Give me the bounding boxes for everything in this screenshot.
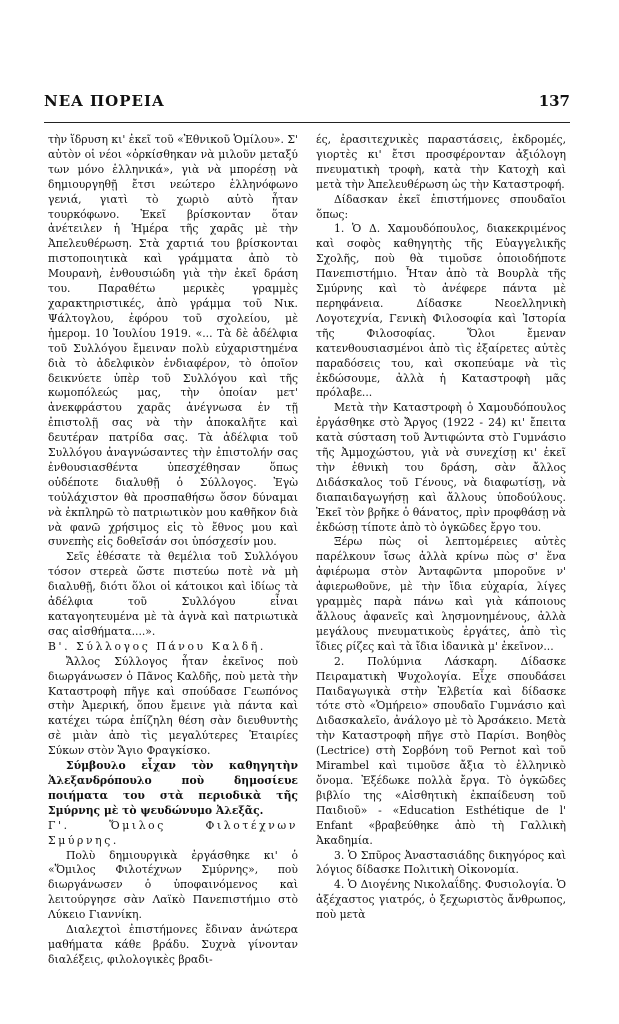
paragraph: Διαλεχτοὶ ἐπιστήμονες ἔδιναν ἀνώτερα μαθήματα κάθε βράδυ. Συχνὰ γίνονταν διαλέξεις, φιλολογικὲς βραδι-	[48, 923, 298, 966]
section-heading: Γ'. Ὅμιλος Φιλοτέχνων Σμύρνης.	[48, 818, 298, 847]
page-number: 137	[538, 92, 570, 110]
paragraph: Μετὰ τὴν Καταστροφὴ ὁ Χαμουδόπουλος ἐργάσθηκε στὸ Ἄργος (1922 - 24) κι' ἔπειτα κατὰ σύσταση τοῦ Ἀντιφώντα στὸ Γυμνάσιο τῆς Ἀμμοχώστου, γιὰ νὰ συνεχίσῃ κι' ἐκεῖ τὴν ἐθνικὴ του δράση, σὰν ἄλλος Διδάσκαλος τοῦ Γένους, νὰ διαφωτίσῃ, νὰ διαπαιδαγωγήσῃ καὶ ἄλλους ὑποδούλους. Ἐκεῖ τὸν βρῆκε ὁ θάνατος, πρὶν προφθάσῃ νὰ ἐκδώσῃ τίποτε ἀπὸ τὸ ὀγκῶδες ἔργο του.	[316, 401, 566, 534]
right-column	[316, 133, 566, 923]
paragraph: Ἄλλος Σύλλογος ἦταν ἐκεῖνος ποὺ διωργάνωσεν ὁ Πᾶνος Καλδῆς, ποὺ μετὰ τὴν Καταστροφὴ πῆγε καὶ σπούδασε Γεωπόνος στὴν Ἀμερική, ὅπου ἔμεινε γιὰ πάντα καὶ κατέχει τώρα ἐπίζηλη θέση σὰν διευθυντὴς σὲ μιὰν ἀπὸ τὶς μεγαλύτερες Ἑταιρίες Σύκων στὸν Ἅγιο Φραγκίσκο.	[48, 654, 298, 758]
paragraph: Σεῖς ἐθέσατε τὰ θεμέλια τοῦ Συλλόγου τόσον στερεὰ ὥστε πιστεύω ποτὲ νὰ μὴ διαλυθῇ, διότι ὅλοι οἱ κάτοικοι καὶ ἰδίως τὰ ἀδέλφια τοῦ Συλλόγου εἶναι καταγοητευμένα μὲ τὰ ἁγνὰ καὶ πατριωτικὰ σας αἰσθήματα....».	[48, 550, 298, 638]
section-heading: Β'. Σύλλογος Πάνου Καλδῆ.	[48, 639, 266, 653]
left-column	[48, 133, 298, 968]
paragraph: Πολὺ δημιουργικὰ ἐργάσθηκε κι' ὁ «Ὅμιλος Φιλοτέχνων Σμύρνης», ποὺ διωργάνωσεν ὁ ὑποφαινόμενος καὶ λειτούργησε σὰν Λαϊκὸ Πανεπιστήμιο στὸ Λύκειο Γιαννίκη.	[48, 848, 298, 922]
paragraph: 2. Πολύμνια Λάσκαρη. Δίδασκε Πειραματικὴ Ψυχολογία. Εἶχε σπουδάσει Παιδαγωγικὰ στὴν Ἑλβετία καὶ δίδασκε τότε στὸ «Ὁμήρειο» σπουδαῖο Γυμνάσιο καὶ Διδασκαλεῖο, ἀνάλογο μὲ τὸ Ἀρσάκειο. Μετὰ τὴν Καταστροφὴ πῆγε στὸ Παρίσι. Βοηθὸς (Lectrice) στὴ Σορβόνη τοῦ Pernot καὶ τοῦ Mirambel καὶ τιμοῦσε ἄξια τὸ ἑλληνικὸ ὄνομα. Ἐξέδωκε πολλὰ ἔργα. Τὸ ὀγκῶδες βιβλίο της «Αἰσθητικὴ ἐκπαίδευση τοῦ Παιδιοῦ» - «Education Esthétique de l' Enfant «βραβεύθηκε ἀπὸ τὴ Γαλλικὴ Ἀκαδημία.	[316, 654, 566, 847]
paragraph: Σύμβουλο εἶχαν τὸν καθηγητὴν Ἀλεξανδρόπουλο ποὺ δημοσίευε ποιήματα του στὰ περιοδικὰ τῆς Σμύρνης μὲ τὸ ψευδώνυμο Ἀλεξᾶς.	[48, 759, 298, 817]
paragraph: τὴν ἵδρυση κι' ἐκεῖ τοῦ «Ἐθνικοῦ Ὁμίλου». Σ' αὐτὸν οἱ νέοι «ὁρκίσθηκαν νὰ μιλοῦν μεταξύ των μόνο ἑλληνικά», γιὰ νὰ μπορέσῃ νὰ δημιουργηθῇ ἔτσι νεώτερο ἑλληνόφωνο γενιά, γιατὶ τὸ χωριὸ αὐτὸ ἦταν τουρκόφωνο. Ἐκεῖ βρίσκονταν ὅταν ἀνέτειλεν ἡ Ἡμέρα τῆς χαρᾶς μὲ τὴν Ἀπελευθέρωση. Στὰ χαρτιά του βρίσκονται πιστοποιητικὰ καὶ γράμματα ἀπὸ τὸ Μουρανὴ, ἐνθουσιώδη γιὰ τὴν ἐκεῖ δράση του. Παραθέτω μερικὲς γραμμὲς χαρακτηριστικές, ἀπὸ γράμμα τοῦ Νικ. Ψάλτογλου, ἐφόρου τοῦ σχολείου, μὲ ἡμερομ. 10 Ἰουλίου 1919. «... Τὰ δὲ ἀδέλφια τοῦ Συλλόγου ἔμειναν πολὺ εὐχαριστημένα διὰ τὸ ἀδελφικὸν ἐνδιαφέρον, τὸ ὁποῖον δεικνύετε ὑπὲρ τοῦ Συλλόγου καὶ τῆς κωμοπόλεώς μας, τὴν ὁποίαν μετ' ἀνεκφράστου χαρᾶς ἀνέγνωσα ἐν τῇ ἐπιστολῇ σας νὰ τὴν ἀποκαλῆτε καὶ δευτέραν πατρίδα σας. Τὰ ἀδέλφια τοῦ Συλλόγου ἀναγνώσαντες τὴν ἐπιστολήν σας ἐνθουσιασθέντα ὑπεσχέθησαν ὅπως οὐδέποτε διαλυθῇ ὁ Σύλλογος. Ἐγὼ τοὐλάχιστον θὰ προσπαθήσω ὅσον δύναμαι νὰ ἐκπληρῶ τὸ πατριωτικὸν μου καθῆκον διὰ νὰ φανῶ χρήσιμος εἰς τὸ ἔθνος μου καὶ συνεπὴς εἰς δοθεῖσάν σοι ὑπόσχεσίν μου.	[48, 133, 298, 549]
paragraph: Ξέρω πὼς οἱ λεπτομέρειες αὐτὲς παρέλκουν ἴσως ἀλλὰ κρίνω πὼς σ' ἕνα ἀφιέρωμα στὸν Ἀνταφῶντα μποροῦνε ν' ἀφιερωθοῦνε, μὲ τὴν ἴδια εὐχαρία, λίγες γραμμὲς παρὰ πάνω καὶ γιὰ κάποιους ἄλλους ἀφανεῖς καὶ λησμονημένους, ἀλλὰ μεγάλους πνευματικοὺς ἐργάτες, ἀπὸ τὶς ἴδιες ρίζες καὶ τὰ ἴδια ἰδανικὰ μ' ἐκεῖνον...	[316, 535, 566, 653]
page-header	[44, 92, 570, 112]
paragraph: ές, ἐρασιτεχνικὲς παραστάσεις, ἐκδρομές, γιορτὲς κι' ἔτσι προσφέρονταν ἀξιόλογη πνευματικὴ τροφὴ, κατὰ τὴν Κατοχὴ καὶ μετὰ τὴν Ἀπελευθέρωση ὡς τὴν Καταστροφή.	[316, 133, 566, 191]
paragraph: 4. Ὁ Διογένης Νικολαΐδης. Φυσιολογία. Ὁ ἀξέχαστος γιατρός, ὁ ξεχωριστὸς ἄνθρωπος, ποὺ μετὰ	[316, 878, 566, 922]
paragraph: 3. Ὁ Σπῦρος Ἀναστασιάδης δικηγόρος καὶ λόγιος δίδασκε Πολιτικὴ Οἰκονομία.	[316, 848, 566, 877]
paragraph: 1. Ὁ Δ. Χαμουδόπουλος, διακεκριμένος καὶ σοφὸς καθηγητὴς τῆς Εὐαγγελικῆς Σχολῆς, ποὺ θὰ τιμοῦσε ὁποιοδήποτε Πανεπιστήμιο. Ἦταν ἀπὸ τὰ Βουρλὰ τῆς Σμύρνης καὶ τὸ ἀνέφερε πάντα μὲ περηφάνεια. Δίδασκε Νεοελληνικὴ Λογοτεχνία, Γενικὴ Φιλοσοφία καὶ Ἱστορία τῆς Φιλοσοφίας. Ὅλοι ἔμεναν κατενθουσιασμένοι ἀπὸ τὶς ἐξαίρετες αὐτὲς παραδόσεις του, καὶ σκοπεύαμε νὰ τὶς ἐκδώσουμε, ἀλλὰ ἡ Καταστροφὴ μᾶς πρόλαβε...	[316, 222, 566, 400]
paragraph: Δίδασκαν ἐκεῖ ἐπιστήμονες σπουδαῖοι ὅπως:	[316, 192, 566, 221]
running-title: ΝΕΑ ΠΟΡΕΙΑ	[44, 92, 165, 110]
header-rule	[44, 122, 570, 123]
